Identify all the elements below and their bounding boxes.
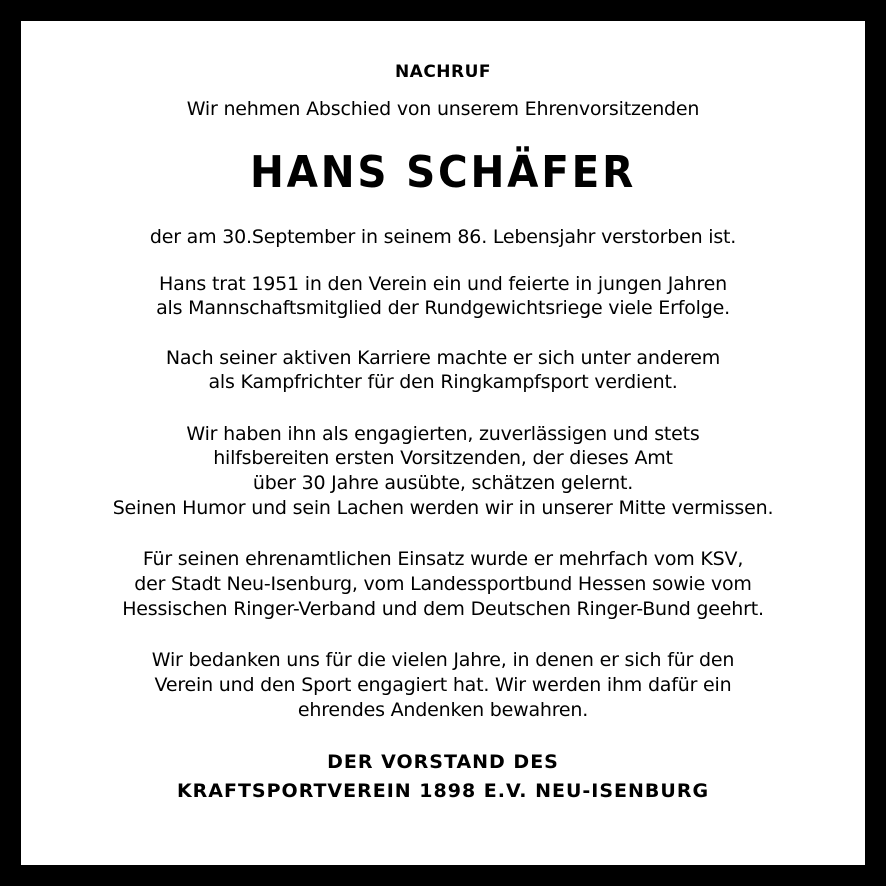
signature-line-2: KRAFTSPORTVEREIN 1898 E.V. NEU-ISENBURG	[176, 780, 710, 802]
signature-line-1: DER VORSTAND DES	[327, 751, 559, 773]
paragraph-line: als Kampfrichter für den Ringkampfsport verdient.	[208, 371, 678, 393]
paragraph-line: hilfsbereiten ersten Vorsitzenden, der dieses Amt	[213, 447, 673, 469]
notice-heading: NACHRUF	[394, 62, 492, 82]
paragraph-line: ehrendes Andenken bewahren.	[297, 699, 589, 721]
deceased-name: HANS SCHÄFER	[250, 147, 636, 198]
paragraph-line: Hessischen Ringer-Verband und dem Deutschen Ringer-Bund geehrt.	[122, 598, 764, 620]
paragraph-line: als Mannschaftsmitglied der Rundgewichtsriege viele Erfolge.	[156, 297, 730, 319]
paragraph-line: der Stadt Neu-Isenburg, vom Landessportbund Hessen sowie vom	[134, 573, 752, 595]
paragraph-line: Wir bedanken uns für die vielen Jahre, in denen er sich für den	[151, 649, 735, 671]
intro-line: Wir nehmen Abschied von unserem Ehrenvorsitzenden	[186, 98, 700, 120]
paragraph-line: Hans trat 1951 in den Verein ein und feierte in jungen Jahren	[159, 273, 727, 295]
paragraph-line: Verein und den Sport engagiert hat. Wir werden ihm dafür ein	[154, 674, 732, 696]
paragraph-line: Nach seiner aktiven Karriere machte er sich unter anderem	[165, 347, 721, 369]
paragraph-line: über 30 Jahre ausübte, schätzen gelernt.	[252, 472, 634, 494]
paragraph-line: Seinen Humor und sein Lachen werden wir in unserer Mitte vermissen.	[112, 497, 774, 519]
paragraph-line: Wir haben ihn als engagierten, zuverlässigen und stets	[186, 423, 700, 445]
death-line: der am 30.September in seinem 86. Lebensjahr verstorben ist.	[149, 226, 737, 248]
paragraph-line: Für seinen ehrenamtlichen Einsatz wurde er mehrfach vom KSV,	[142, 548, 744, 570]
